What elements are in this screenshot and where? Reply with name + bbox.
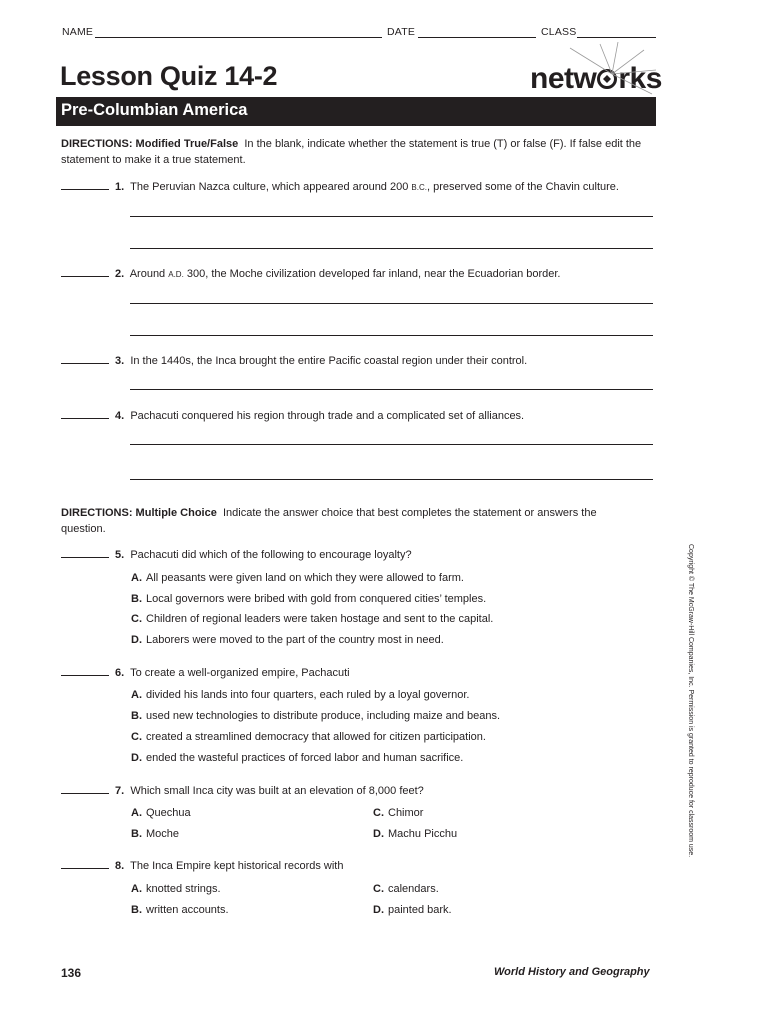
answer-option[interactable]: C. Children of regional leaders were taken hostage and sent to the capital.	[131, 613, 494, 625]
answer-blank[interactable]	[61, 353, 109, 364]
logo-rays-icon	[560, 42, 660, 100]
answer-option[interactable]: A. All peasants were given land on which they were allowed to farm.	[131, 572, 464, 584]
answer-option[interactable]: B. used new technologies to distribute produce, including maize and beans.	[131, 710, 501, 722]
tf-directions: DIRECTIONS: Modified True/False In the blank, indicate whether the statement is true (T) or false (F). If false edit the statement to make it a true statement.	[61, 138, 642, 166]
answer-option[interactable]: A. divided his lands into four quarters, each ruled by a loyal governor.	[131, 689, 470, 701]
answer-option[interactable]: D. Laborers were moved to the part of the country most in need.	[131, 634, 444, 646]
answer-option[interactable]: D. ended the wasteful practices of forced labor and human sacrifice.	[131, 752, 464, 764]
answer-line[interactable]	[130, 444, 653, 445]
answer-blank[interactable]	[61, 858, 109, 869]
banner-title: Pre-Columbian America	[61, 101, 248, 119]
answer-option[interactable]: A. Quechua	[131, 807, 191, 819]
page-number: 136	[61, 966, 82, 980]
answer-line[interactable]	[130, 216, 653, 217]
mc-question-7: 7. Which small Inca city was built at an elevation of 8,000 feet?	[61, 783, 424, 797]
class-label: CLASS	[541, 26, 577, 38]
name-field[interactable]	[95, 37, 382, 38]
answer-option[interactable]: B. Moche	[131, 828, 180, 840]
tf-question-1: 1. The Peruvian Nazca culture, which appeared around 200 B.C., preserved some of the Chavin culture.	[61, 179, 619, 193]
answer-blank[interactable]	[61, 408, 109, 419]
date-label: DATE	[387, 26, 416, 38]
answer-option[interactable]: D. Machu Picchu	[373, 828, 458, 840]
class-field[interactable]	[577, 37, 656, 38]
answer-line[interactable]	[130, 335, 653, 336]
answer-option[interactable]: B. written accounts.	[131, 904, 229, 916]
copyright-notice: Copyright © The McGraw-Hill Companies, Inc. Permission is granted to reproduce for classroom use.	[687, 544, 694, 858]
networks-logo: netw rks	[530, 62, 662, 95]
book-title: World History and Geography	[494, 966, 650, 978]
tf-question-3: 3. In the 1440s, the Inca brought the entire Pacific coastal region under their control.	[61, 353, 527, 367]
answer-option[interactable]: B. Local governors were bribed with gold from conquered cities’ temples.	[131, 593, 487, 605]
answer-option[interactable]: C. created a streamlined democracy that allowed for citizen participation.	[131, 731, 486, 743]
name-label: NAME	[62, 26, 94, 38]
tf-question-2: 2. Around A.D. 300, the Moche civilization developed far inland, near the Ecuadorian border.	[61, 266, 560, 280]
tf-question-4: 4. Pachacuti conquered his region through trade and a complicated set of alliances.	[61, 408, 524, 422]
answer-blank[interactable]	[61, 783, 109, 794]
answer-blank[interactable]	[61, 179, 109, 190]
answer-blank[interactable]	[61, 547, 109, 558]
answer-line[interactable]	[130, 389, 653, 390]
answer-blank[interactable]	[61, 665, 109, 676]
mc-question-5: 5. Pachacuti did which of the following to encourage loyalty?	[61, 547, 412, 561]
answer-option[interactable]: D. painted bark.	[373, 904, 452, 916]
answer-option[interactable]: C. Chimor	[373, 807, 424, 819]
header-fields	[62, 26, 93, 38]
answer-option[interactable]: C. calendars.	[373, 883, 439, 895]
mc-question-6: 6. To create a well-organized empire, Pachacuti	[61, 665, 350, 679]
section-banner	[56, 97, 656, 126]
mc-question-8: 8. The Inca Empire kept historical records with	[61, 858, 343, 872]
page-title: Lesson Quiz 14-2	[60, 61, 278, 91]
date-field[interactable]	[418, 37, 536, 38]
answer-option[interactable]: A. knotted strings.	[131, 883, 221, 895]
answer-blank[interactable]	[61, 266, 109, 277]
answer-line[interactable]	[130, 303, 653, 304]
answer-line[interactable]	[130, 479, 653, 480]
answer-line[interactable]	[130, 248, 653, 249]
mc-directions: DIRECTIONS: Multiple Choice Indicate the answer choice that best completes the statement or answers the question.	[61, 507, 597, 535]
